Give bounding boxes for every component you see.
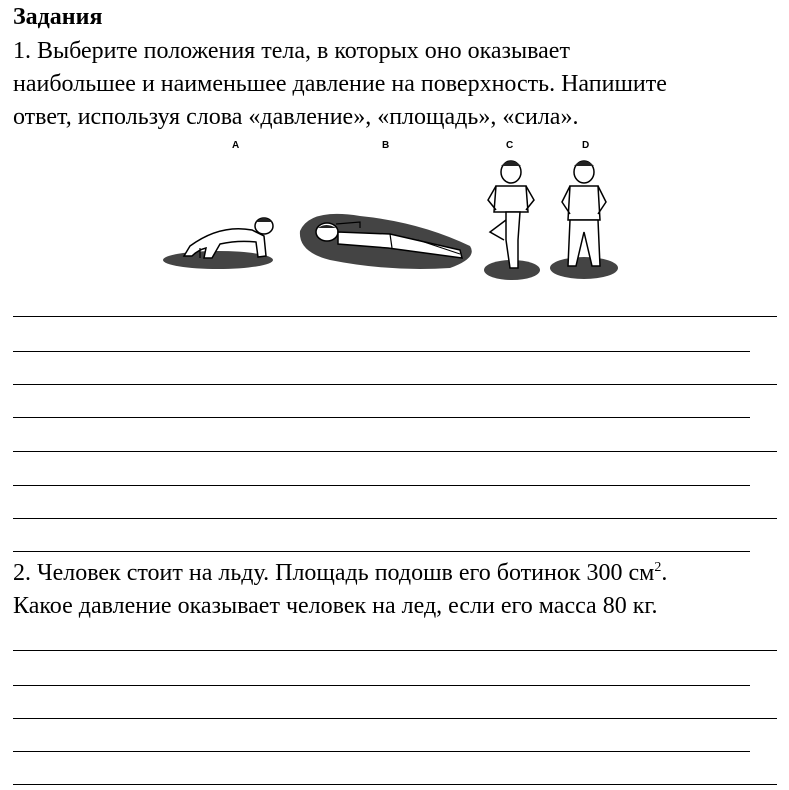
body-positions-figure bbox=[160, 136, 630, 286]
answer-line[interactable] bbox=[13, 384, 777, 385]
answer-line[interactable] bbox=[13, 417, 750, 418]
label-b: B bbox=[382, 140, 390, 151]
figure-c-one-leg bbox=[484, 161, 540, 280]
label-c: C bbox=[506, 140, 514, 151]
label-d: D bbox=[582, 140, 590, 151]
figure-a-crawling bbox=[163, 218, 273, 269]
answer-line[interactable] bbox=[13, 485, 750, 486]
task1-text-line-1: 1. Выберите положения тела, в которых оно оказывает bbox=[13, 38, 570, 64]
task1-text-line-3: ответ, используя слова «давление», «площадь», «сила». bbox=[13, 104, 579, 130]
answer-line[interactable] bbox=[13, 351, 750, 352]
task1-text-line-2: наибольшее и наименьшее давление на поверхность. Напишите bbox=[13, 71, 667, 97]
figure-b-lying bbox=[300, 214, 472, 269]
answer-line[interactable] bbox=[13, 718, 777, 719]
figure-d-standing bbox=[550, 161, 618, 279]
answer-line[interactable] bbox=[13, 784, 777, 785]
worksheet-heading: Задания bbox=[13, 4, 103, 30]
answer-line[interactable] bbox=[13, 518, 777, 519]
answer-line[interactable] bbox=[13, 316, 777, 317]
label-a: A bbox=[232, 140, 240, 151]
answer-line[interactable] bbox=[13, 685, 750, 686]
task2-text-line-2: Какое давление оказывает человек на лед, если его масса 80 кг. bbox=[13, 593, 658, 619]
answer-line[interactable] bbox=[13, 751, 750, 752]
task2-text-line-1: 2. Человек стоит на льду. Площадь подошв его ботинок 300 $см^2$. bbox=[13, 560, 668, 586]
answer-line[interactable] bbox=[13, 551, 750, 552]
answer-line[interactable] bbox=[13, 650, 777, 651]
answer-line[interactable] bbox=[13, 451, 777, 452]
body-positions-illustration bbox=[160, 136, 630, 286]
